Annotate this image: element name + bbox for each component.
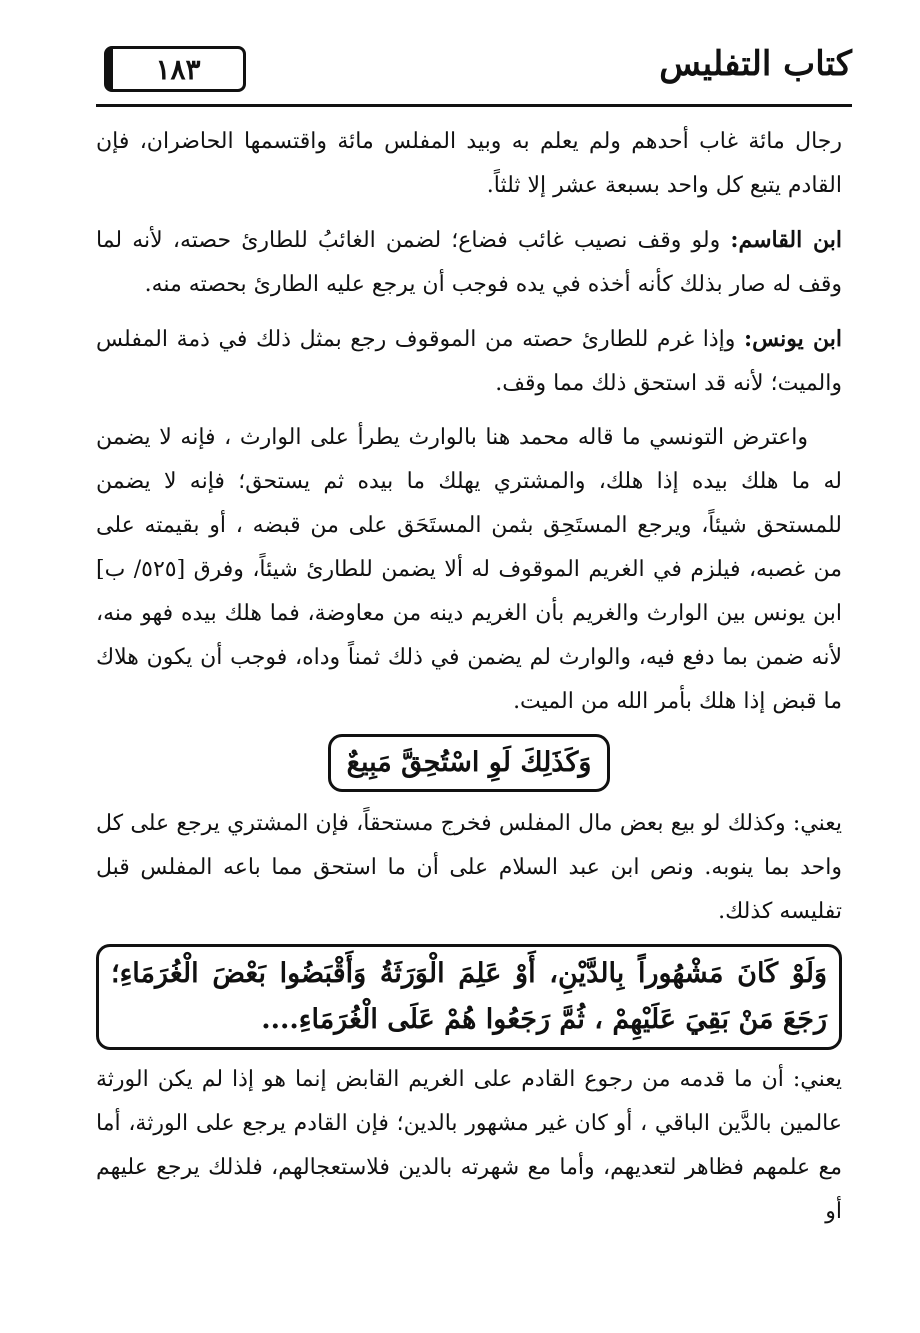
page-header — [96, 42, 852, 114]
paragraph — [96, 317, 842, 406]
chapter-title: كتاب التفليس — [659, 44, 852, 84]
paragraph: يعني: أن ما قدمه من رجوع القادم على الغريم القابض إنما هو إذا لم يكن الورثة عالمين بالدَّين الباقي ، أو كان غير مشهور بالدين؛ فإن القادم يرجع على الورثة، أما مع علمهم فظاهر لتعديهم، وأما مع شهرته بالدين فلاستعجالهم، فلذلك يرجع عليهم أو — [96, 1067, 842, 1224]
page-body — [96, 120, 842, 1244]
paragraph — [96, 218, 842, 307]
paragraph: يعني: وكذلك لو بيع بعض مال المفلس فخرج مستحقاً، فإن المشتري يرجع على كل واحد بما ينوبه. ونص ابن عبد السلام على أن ما استحق مما باعه المفلس قبل تفليسه كذلك. — [96, 811, 843, 924]
paragraph-text: ولو وقف نصيب غائب فضاع؛ لضمن الغائبُ للطارئ حصته، لأنه لما وقف له صار بذلك كأنه أخذه في يده فوجب أن يرجع عليه الطارئ بحصته منه. — [96, 228, 842, 297]
paragraph: رجال مائة غاب أحدهم ولم يعلم به وبيد المفلس مائة واقتسمها الحاضران، فإن القادم يتبع كل واحد بسبعة عشر إلا ثلثاً. — [96, 129, 842, 198]
page-number-box — [104, 46, 246, 92]
header-divider — [96, 104, 852, 107]
scholar-name: ابن يونس: — [744, 326, 843, 352]
paragraph-text: وإذا غرم للطارئ حصته من الموقوف رجع بمثل ذلك في ذمة المفلس والميت؛ لأنه قد استحق ذلك مما وقف. — [96, 327, 842, 396]
paragraph: واعترض التونسي ما قاله محمد هنا بالوارث يطرأ على الوارث ، فإنه لا يضمن له ما هلك بيده إذا هلك، والمشتري يهلك ما بيده ثم يستحق؛ فإنه لا يضمن للمستحق شيئاً، ويرجع المستَحِق بثمن المستَحَق على من قبضه ، أو بقيمته على من غصبه، فيلزم في الغريم الموقوف له ألا يضمن للطارئ شيئاً، وفرق [٥٢٥/ ب] ابن يونس بين الوارث والغريم بأن الغريم دينه من معاوضة، فما هلك بيده فهو منه، لأنه ضمن بما دفع فيه، والوارث لم يضمن في ذلك ثمناً وداه، فوجب أن يكون هلاك ما قبض إذا هلك بأمر الله من الميت. — [96, 425, 842, 714]
scholar-name: ابن القاسم: — [730, 227, 842, 253]
matn-box: وَلَوْ كَانَ مَشْهُوراً بِالدَّيْنِ، أَوْ عَلِمَ الْوَرَثَةُ وَأَقْبَضُوا بَعْضَ الْغُرَمَاءِ؛ رَجَعَ مَنْ بَقِيَ عَلَيْهِمْ ، ثُمَّ رَجَعُوا هُمْ عَلَى الْغُرَمَاءِ.... — [96, 944, 842, 1050]
page-number: ١٨٣ — [155, 52, 201, 86]
matn-box: وَكَذَلِكَ لَوِ اسْتُحِقَّ مَبِيعٌ — [328, 734, 611, 792]
